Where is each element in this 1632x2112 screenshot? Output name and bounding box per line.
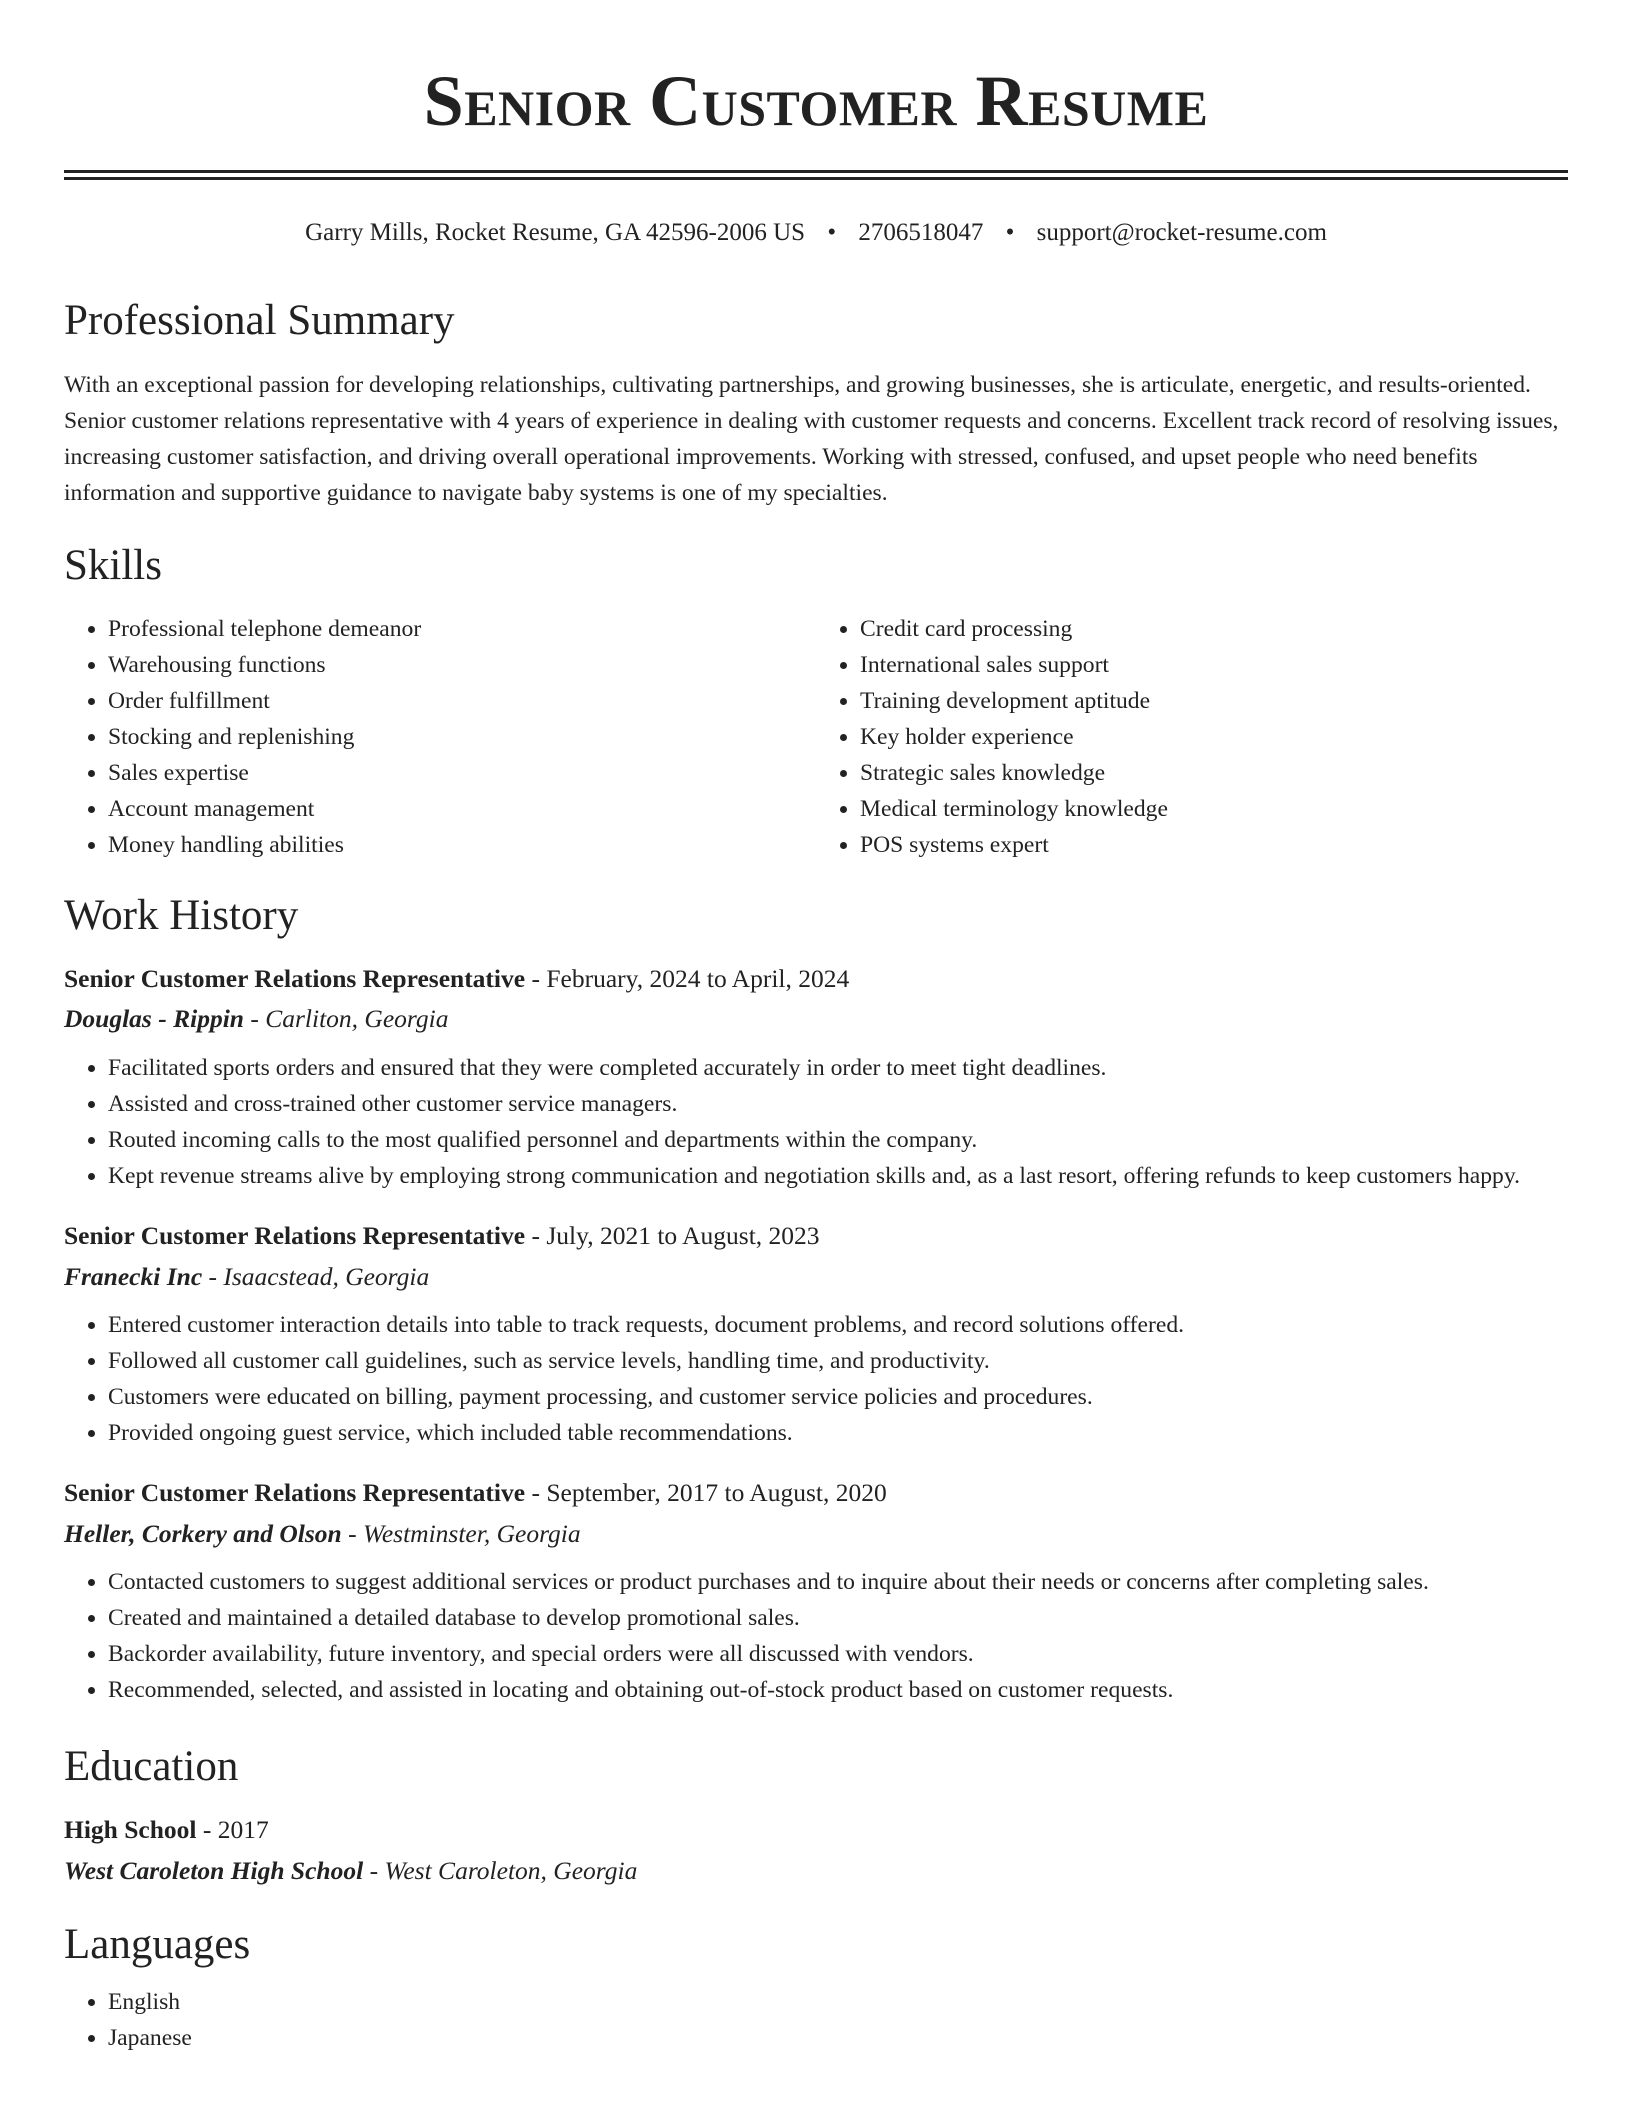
duty-item: • Backorder availability, future inventory, and special orders were all discussed with vendors. bbox=[108, 1636, 1568, 1672]
dash: - bbox=[363, 1855, 385, 1885]
skills-list-left bbox=[64, 611, 816, 863]
company-name: Franecki Inc bbox=[64, 1261, 203, 1291]
duty-item: • Created and maintained a detailed database to develop promotional sales. bbox=[108, 1600, 1568, 1636]
duty-item: • Provided ongoing guest service, which included table recommendations. bbox=[108, 1415, 1568, 1451]
skill-item: • Medical terminology knowledge bbox=[860, 791, 1568, 827]
work-history-heading: Work History bbox=[64, 892, 299, 940]
company-line bbox=[64, 1004, 1568, 1035]
dash: - bbox=[202, 1261, 224, 1291]
contact-separator: • bbox=[1005, 219, 1015, 246]
skill-item: • Key holder experience bbox=[860, 719, 1568, 755]
skills-columns bbox=[64, 611, 1568, 863]
job-title-line bbox=[64, 964, 1568, 995]
job-duties bbox=[64, 1307, 1568, 1451]
skill-item: • Professional telephone demeanor bbox=[108, 611, 816, 647]
job-dates: September, 2017 to August, 2020 bbox=[546, 1478, 887, 1508]
job-dates: July, 2021 to August, 2023 bbox=[546, 1220, 820, 1250]
summary-heading: Professional Summary bbox=[64, 297, 455, 344]
contact-email: support@rocket-resume.com bbox=[1036, 219, 1327, 246]
skill-item: • Credit card processing bbox=[860, 611, 1568, 647]
contact-address: Garry Mills, Rocket Resume, GA 42596-2006 US bbox=[305, 219, 806, 246]
languages-list bbox=[64, 1984, 1568, 2056]
duty-item: • Contacted customers to suggest additional services or product purchases and to inquire about their needs or concerns after completing sales. bbox=[108, 1564, 1568, 1600]
contact-line bbox=[64, 218, 1568, 248]
skill-item: • Warehousing functions bbox=[108, 647, 816, 683]
skill-item: • Strategic sales knowledge bbox=[860, 755, 1568, 791]
company-line bbox=[64, 1519, 1568, 1550]
company-location: Westminster, Georgia bbox=[362, 1518, 581, 1548]
education-degree: High School bbox=[64, 1814, 197, 1844]
duty-item: • Recommended, selected, and assisted in locating and obtaining out-of-stock product based on customer requests. bbox=[108, 1672, 1568, 1708]
duty-item: • Followed all customer call guidelines, such as service levels, handling time, and productivity. bbox=[108, 1343, 1568, 1379]
job-title: Senior Customer Relations Representative bbox=[64, 1478, 526, 1508]
dash: - bbox=[525, 1478, 547, 1508]
education-degree-line bbox=[64, 1815, 1568, 1846]
skill-item: • Order fulfillment bbox=[108, 683, 816, 719]
education-school: West Caroleton High School bbox=[64, 1855, 364, 1885]
education-heading: Education bbox=[64, 1743, 239, 1791]
title-divider bbox=[64, 170, 1568, 180]
company-location: Isaacstead, Georgia bbox=[223, 1261, 430, 1291]
job-duties bbox=[64, 1564, 1568, 1708]
job-duties bbox=[64, 1050, 1568, 1194]
languages-heading: Languages bbox=[64, 1921, 251, 1969]
dash: - bbox=[525, 963, 547, 993]
skill-item: • Training development aptitude bbox=[860, 683, 1568, 719]
education-school-line bbox=[64, 1856, 1568, 1887]
job-dates: February, 2024 to April, 2024 bbox=[546, 963, 850, 993]
dash: - bbox=[243, 1004, 266, 1034]
job-entry bbox=[64, 964, 1568, 1194]
summary-text: With an exceptional passion for developing relationships, cultivating partnerships, and growing businesses, she is articulate, energetic, and results-oriented. Senior customer relations representative with 4 years of experience in dealing with customer requests and concerns. Excellent track record of resolving issues, increasing customer satisfaction, and driving overall operational improvements. Working with stressed, confused, and upset people who need benefits information and supportive guidance to navigate baby systems is one of my specialties. bbox=[64, 371, 1559, 506]
duty-item: • Assisted and cross-trained other customer service managers. bbox=[108, 1086, 1568, 1122]
dash: - bbox=[341, 1518, 363, 1548]
skill-item: • Account management bbox=[108, 791, 816, 827]
skill-item: • Stocking and replenishing bbox=[108, 719, 816, 755]
job-title-line bbox=[64, 1478, 1568, 1509]
dash: - bbox=[196, 1814, 218, 1844]
skills-heading: Skills bbox=[64, 541, 162, 589]
contact-phone: 2706518047 bbox=[858, 219, 984, 246]
language-item: • English bbox=[108, 1984, 1568, 2020]
resume-title: Senior Customer Resume bbox=[423, 61, 1209, 141]
skill-item: • Sales expertise bbox=[108, 755, 816, 791]
duty-item: • Routed incoming calls to the most qualified personnel and departments within the company. bbox=[108, 1122, 1568, 1158]
company-line bbox=[64, 1262, 1568, 1293]
job-title: Senior Customer Relations Representative bbox=[64, 1220, 526, 1250]
language-item: • Japanese bbox=[108, 2020, 1568, 2056]
skill-item: • POS systems expert bbox=[860, 827, 1568, 863]
company-location: Carliton, Georgia bbox=[265, 1004, 449, 1034]
duty-item: • Facilitated sports orders and ensured that they were completed accurately in order to meet tight deadlines. bbox=[108, 1050, 1568, 1086]
job-title: Senior Customer Relations Representative bbox=[64, 963, 526, 993]
contact-separator: • bbox=[827, 219, 837, 246]
skills-list-right bbox=[816, 611, 1568, 863]
company-name: Heller, Corkery and Olson bbox=[64, 1518, 342, 1548]
skill-item: • International sales support bbox=[860, 647, 1568, 683]
job-title-line bbox=[64, 1221, 1568, 1252]
duty-item: • Kept revenue streams alive by employing strong communication and negotiation skills and, as a last resort, offering refunds to keep customers happy. bbox=[108, 1158, 1568, 1194]
dash: - bbox=[525, 1220, 547, 1250]
skill-item: • Money handling abilities bbox=[108, 827, 816, 863]
duty-item: • Entered customer interaction details into table to track requests, document problems, and record solutions offered. bbox=[108, 1307, 1568, 1343]
company-name: Douglas - Rippin bbox=[64, 1004, 244, 1034]
education-location: West Caroleton, Georgia bbox=[384, 1855, 638, 1885]
duty-item: • Customers were educated on billing, payment processing, and customer service policies and procedures. bbox=[108, 1379, 1568, 1415]
job-entry bbox=[64, 1478, 1568, 1708]
education-year: 2017 bbox=[217, 1814, 269, 1844]
job-entry bbox=[64, 1221, 1568, 1451]
